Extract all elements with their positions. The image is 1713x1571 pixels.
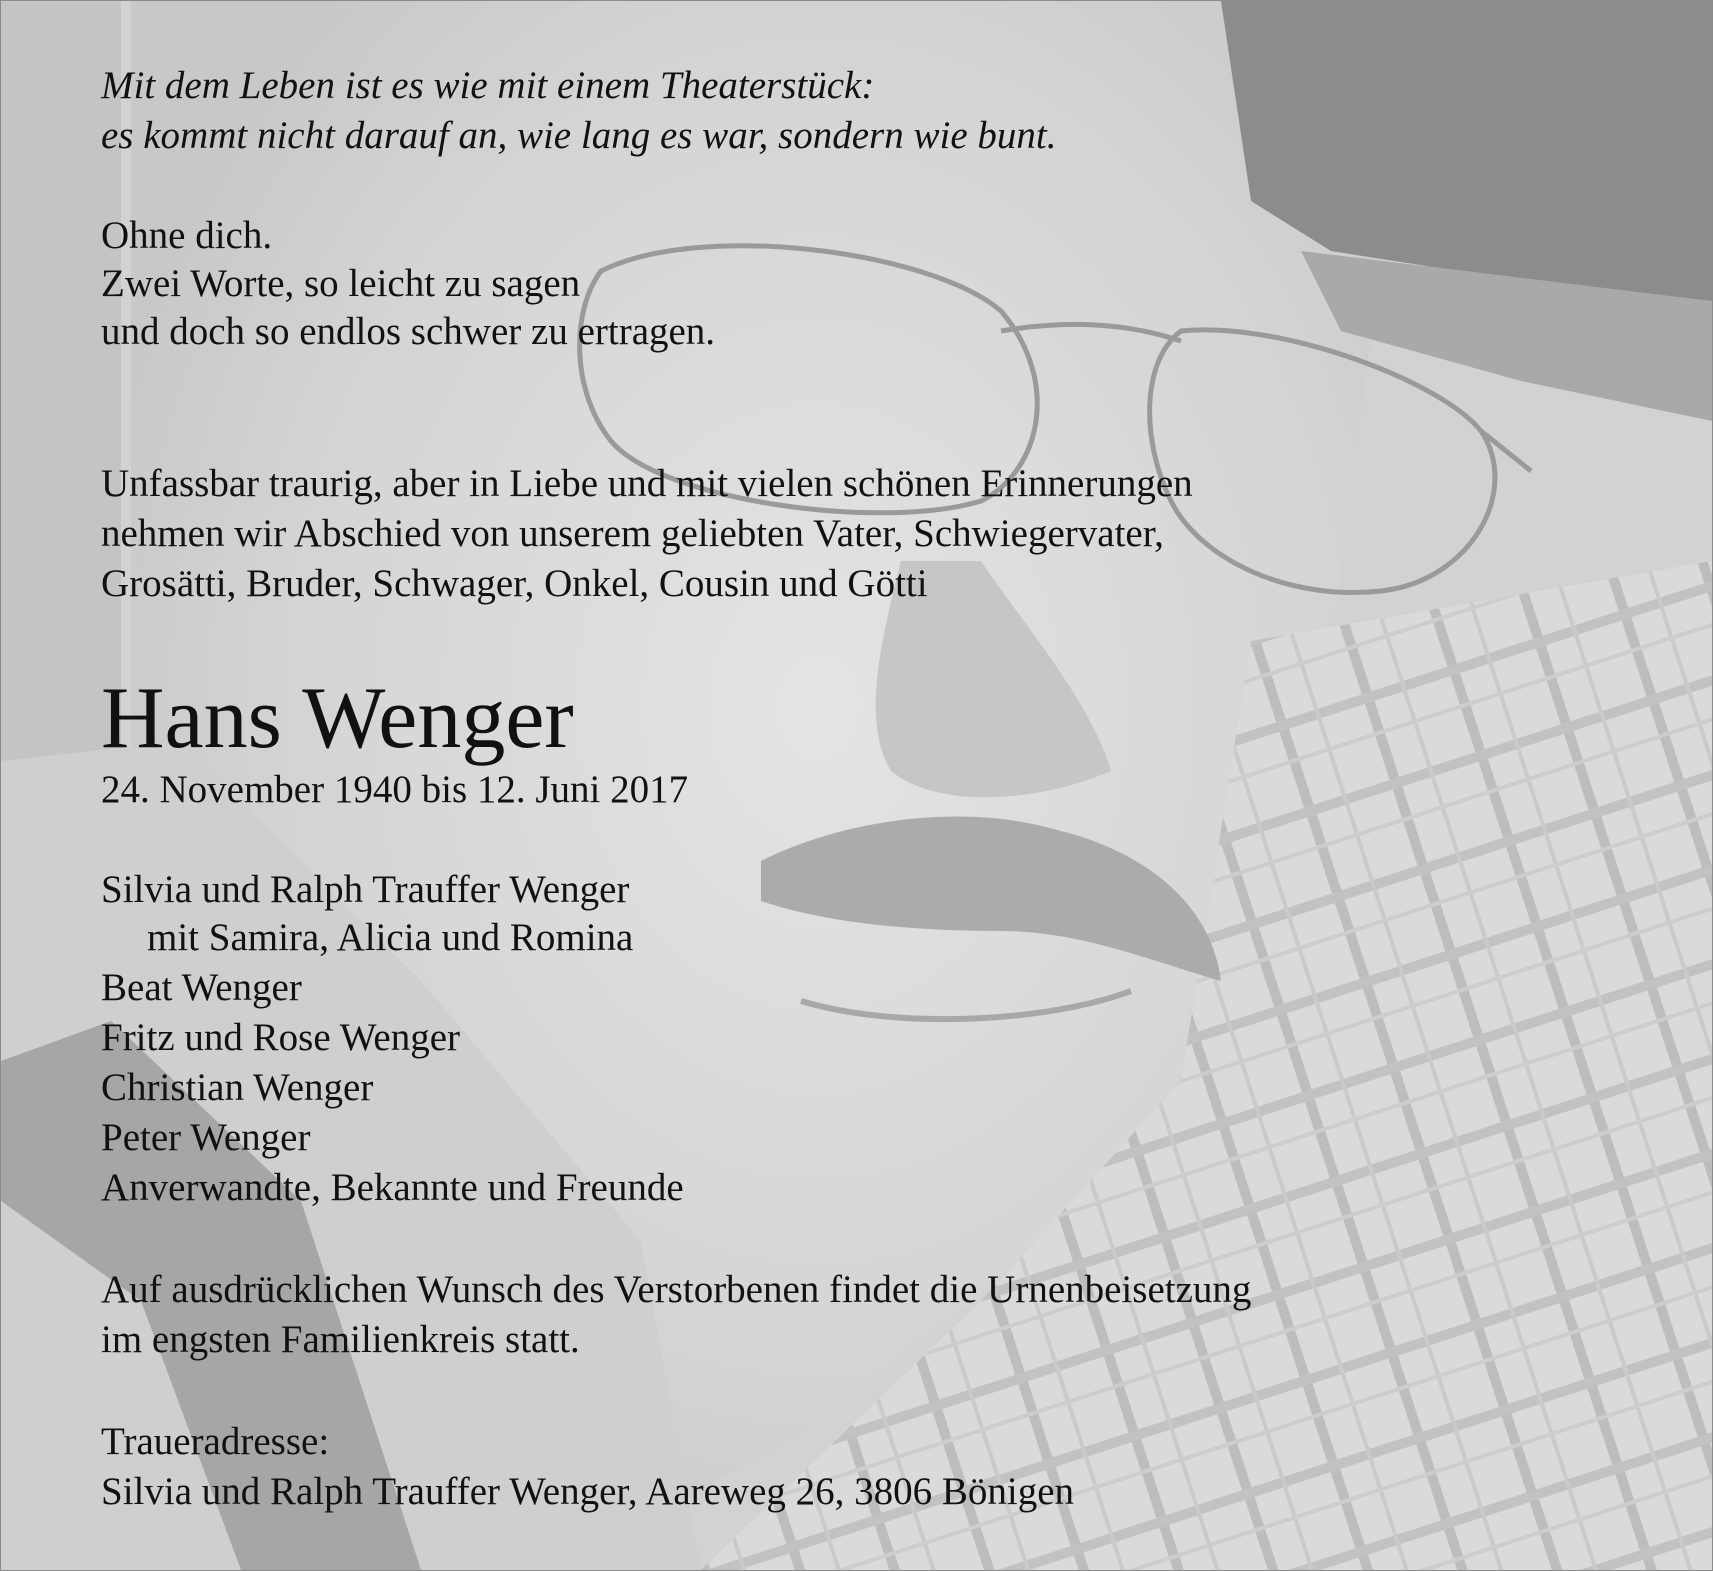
mourner-line: Fritz und Rose Wenger bbox=[101, 1016, 460, 1059]
mourner-line: Peter Wenger bbox=[101, 1116, 311, 1159]
notice-text bbox=[101, 1, 1561, 1570]
burial-note-line-2: im engsten Familienkreis statt. bbox=[101, 1318, 580, 1361]
address-label: Traueradresse: bbox=[101, 1420, 330, 1463]
mourner-line: Silvia und Ralph Trauffer Wenger bbox=[101, 868, 630, 911]
deceased-dates: 24. November 1940 bis 12. Juni 2017 bbox=[101, 768, 689, 811]
poem-line-1: Ohne dich. bbox=[101, 214, 273, 257]
intro-line-3: Grosätti, Bruder, Schwager, Onkel, Cousin und Götti bbox=[101, 562, 928, 605]
burial-note-line-1: Auf ausdrücklichen Wunsch des Verstorbenen findet die Urnenbeisetzung bbox=[101, 1268, 1252, 1311]
intro-line-1: Unfassbar traurig, aber in Liebe und mit vielen schönen Erinnerungen bbox=[101, 462, 1193, 505]
motto-line-1: Mit dem Leben ist es wie mit einem Theaterstück: bbox=[101, 64, 875, 107]
deceased-name: Hans Wenger bbox=[101, 670, 574, 767]
mourner-line: Beat Wenger bbox=[101, 966, 302, 1009]
intro-line-2: nehmen wir Abschied von unserem geliebten Vater, Schwiegervater, bbox=[101, 512, 1164, 555]
motto-line-2: es kommt nicht darauf an, wie lang es war, sondern wie bunt. bbox=[101, 114, 1057, 157]
poem-line-2: Zwei Worte, so leicht zu sagen bbox=[101, 262, 581, 305]
address-value: Silvia und Ralph Trauffer Wenger, Aareweg 26, 3806 Bönigen bbox=[101, 1470, 1075, 1513]
mourner-line: Anverwandte, Bekannte und Freunde bbox=[101, 1166, 684, 1209]
mourner-line: mit Samira, Alicia und Romina bbox=[147, 916, 634, 959]
mourner-line: Christian Wenger bbox=[101, 1066, 374, 1109]
poem-line-3: und doch so endlos schwer zu ertragen. bbox=[101, 310, 716, 353]
